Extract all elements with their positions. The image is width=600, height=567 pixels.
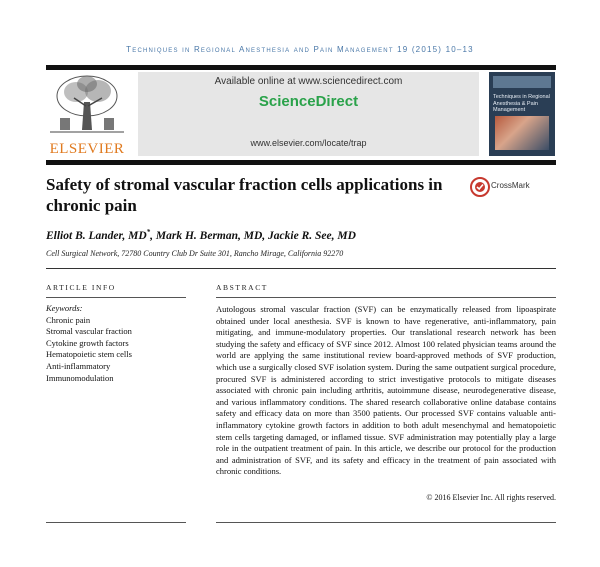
header-bottom-rule xyxy=(46,160,556,165)
keywords-label: Keywords: xyxy=(46,303,83,313)
article-title: Safety of stromal vascular fraction cells applications in chronic pain xyxy=(46,175,443,215)
abstract-heading: ABSTRACT xyxy=(216,283,268,292)
keywords-block xyxy=(46,303,186,384)
divider-rule xyxy=(46,268,556,269)
keyword-item: Immunomodulation xyxy=(46,372,114,383)
header-top-rule xyxy=(46,65,556,70)
copyright-notice: © 2016 Elsevier Inc. All rights reserved. xyxy=(426,493,556,502)
author-others: , Mark H. Berman, MD, Jackie R. See, MD xyxy=(150,229,356,242)
keyword-item: Hematopoietic stem cells xyxy=(46,349,132,360)
abstract-rule xyxy=(216,297,556,298)
abstract-bottom-rule xyxy=(216,522,556,523)
cover-title: Techniques in Regional Anesthesia & Pain Management xyxy=(493,94,550,113)
journal-url[interactable]: www.elsevier.com/locate/trap xyxy=(250,138,367,148)
article-info-heading: ARTICLE INFO xyxy=(46,283,116,292)
author-list xyxy=(46,228,356,242)
author-primary[interactable]: Elliot B. Lander, MD xyxy=(46,229,147,242)
keyword-item: Stromal vascular fraction xyxy=(46,326,132,337)
journal-cover-thumbnail xyxy=(489,72,555,156)
journal-citation-line: Techniques in Regional Anesthesia and Pain Management 19 (2015) 10–13 xyxy=(126,45,474,54)
article-info-rule xyxy=(46,297,186,298)
available-online-text: Available online at www.sciencedirect.com xyxy=(214,76,403,87)
sciencedirect-logo-text: ScienceDirect xyxy=(258,93,359,110)
crossmark-label[interactable]: CrossMark xyxy=(491,181,530,190)
keyword-item: Cytokine growth factors xyxy=(46,337,129,348)
crossmark-icon[interactable] xyxy=(470,177,490,202)
abstract-text: Autologous stromal vascular fraction (SVF) can be enzymatically released from lipoaspirate obtained under local anesthesia. SVF is known to have regenerative, anti-inflammatory, pain mitigating, and immune-modulatory properties. Our translational research network has been studying the safety and efficacy of SVF since 2012. Almost 100 related physician teams around the world are applying the same institutional review board-approved methods of SVF production, which use a surgically closed SVF isolation system. During the same outpatient surgical procedure, procured SVF is administered according to strict investigative protocols to mitigate diseases associated with chronic pain including arthritis, autoimmune disease, neurodegenerative disease, and various inflammatory conditions. The shared research collaborative online database contains safety and efficacy data on more than 3500 patients. Our processed SVF contains valuable anti-inflammatory cytokine growth factors in addition to both adult mesenchymal and hematopoietic stem cells targeting damaged, or inflamed tissue. SVF administration may potentially play a large role in the outpatient treatment of pain. In this article, we describe our protocol for the production and administration of SVF, and its safety and efficacy in the treatment of pain associated with chronic conditions. xyxy=(216,304,556,477)
article-info-bottom-rule xyxy=(46,522,186,523)
elsevier-wordmark: ELSEVIER xyxy=(49,141,125,157)
keyword-item: Chronic pain xyxy=(46,314,91,325)
author-affiliation: Cell Surgical Network, 72780 Country Club Dr Suite 301, Rancho Mirage, California 92270 xyxy=(46,249,344,258)
corresponding-mark: * xyxy=(146,228,151,236)
keyword-item: Anti-inflammatory xyxy=(46,360,111,371)
